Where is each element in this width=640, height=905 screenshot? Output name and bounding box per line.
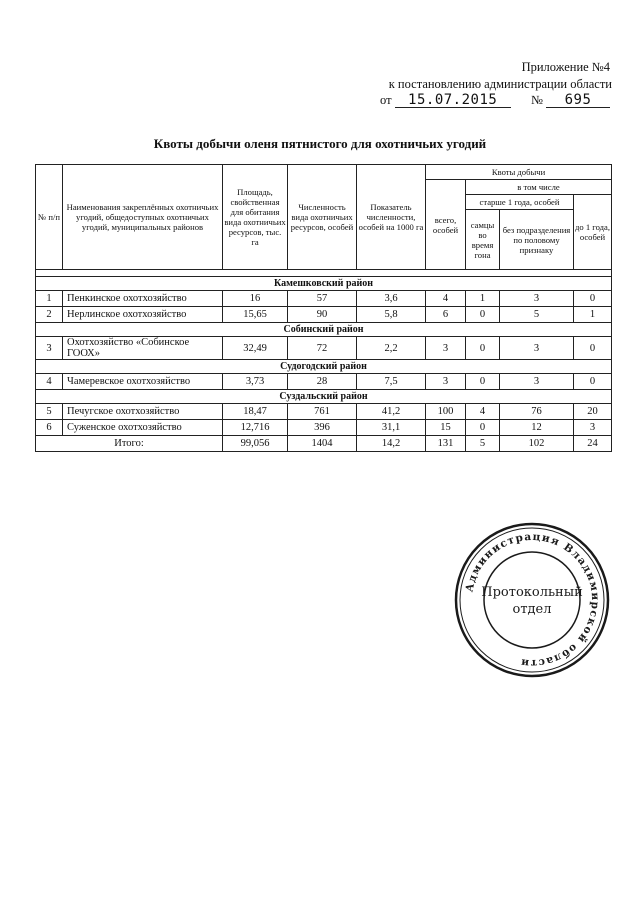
total-population: 1404 xyxy=(288,436,357,452)
row-males: 0 xyxy=(466,420,500,436)
col-under-1y-header: до 1 года, особей xyxy=(574,195,612,270)
row-name: Нерлинское охотхозяйство xyxy=(63,307,223,323)
total-males: 5 xyxy=(466,436,500,452)
quota-table xyxy=(35,164,612,452)
row-area: 18,47 xyxy=(223,404,288,420)
col-num-header: № п/п xyxy=(36,165,63,270)
row-num: 3 xyxy=(36,337,63,360)
district-heading: Камешковский район xyxy=(36,277,612,291)
col-males-header: самцы во время гона xyxy=(466,210,500,270)
row-name: Печугское охотхозяйство xyxy=(63,404,223,420)
row-young: 20 xyxy=(574,404,612,420)
row-population: 90 xyxy=(288,307,357,323)
quota-group-header: Квоты добычи xyxy=(426,165,612,180)
col-density-header: Показатель численности, особей на 1000 га xyxy=(357,165,426,270)
table-row xyxy=(36,420,612,436)
row-name: Пенкинское охотхозяйство xyxy=(63,291,223,307)
row-nosex: 3 xyxy=(500,374,574,390)
stamp-outer-ring-inner xyxy=(460,528,604,672)
total-label: Итого: xyxy=(36,436,223,452)
row-density: 31,1 xyxy=(357,420,426,436)
row-population: 72 xyxy=(288,337,357,360)
resolution-label: к постановлению администрации области xyxy=(388,77,612,91)
row-young: 0 xyxy=(574,374,612,390)
district-heading: Суздальский район xyxy=(36,390,612,404)
stamp-center-line1: Протокольный xyxy=(481,585,583,600)
row-nosex: 3 xyxy=(500,337,574,360)
row-total: 100 xyxy=(426,404,466,420)
older-header: старше 1 года, особей xyxy=(466,195,574,210)
row-nosex: 12 xyxy=(500,420,574,436)
header-spacer-row xyxy=(36,270,612,277)
total-density: 14,2 xyxy=(357,436,426,452)
stamp-inner-ring xyxy=(484,552,580,648)
row-density: 3,6 xyxy=(357,291,426,307)
stamp-center-line2: отдел xyxy=(512,602,552,617)
total-row xyxy=(36,436,612,452)
row-total: 15 xyxy=(426,420,466,436)
row-total: 4 xyxy=(426,291,466,307)
appendix-label: Приложение №4 xyxy=(521,60,610,74)
row-nosex: 5 xyxy=(500,307,574,323)
row-males: 4 xyxy=(466,404,500,420)
row-area: 3,73 xyxy=(223,374,288,390)
col-total-header: всего, особей xyxy=(426,180,466,270)
row-density: 2,2 xyxy=(357,337,426,360)
col-name-header: Наименования закреплённых охотничьих угодий, общедоступных охотничьих угодий, муниципальных районов xyxy=(63,165,223,270)
table-row xyxy=(36,404,612,420)
table-row xyxy=(36,337,612,360)
date-number-line xyxy=(380,93,610,108)
row-nosex: 76 xyxy=(500,404,574,420)
row-males: 0 xyxy=(466,337,500,360)
row-population: 396 xyxy=(288,420,357,436)
row-young: 0 xyxy=(574,337,612,360)
number-prefix: № xyxy=(530,93,543,107)
col-population-header: Численность вида охотничьих ресурсов, особей xyxy=(288,165,357,270)
row-num: 5 xyxy=(36,404,63,420)
total-total: 131 xyxy=(426,436,466,452)
table-header xyxy=(36,165,612,277)
total-nosex: 102 xyxy=(500,436,574,452)
row-name: Суженское охотхозяйство xyxy=(63,420,223,436)
row-total: 3 xyxy=(426,374,466,390)
table-row xyxy=(36,291,612,307)
table-row xyxy=(36,374,612,390)
row-name: Чамеревское охотхозяйство xyxy=(63,374,223,390)
stamp-outer-ring xyxy=(456,524,608,676)
row-density: 7,5 xyxy=(357,374,426,390)
date-prefix: от xyxy=(380,93,392,107)
district-heading: Собинский район xyxy=(36,323,612,337)
row-num: 4 xyxy=(36,374,63,390)
row-males: 0 xyxy=(466,307,500,323)
row-young: 3 xyxy=(574,420,612,436)
row-area: 15,65 xyxy=(223,307,288,323)
including-header: в том числе xyxy=(466,180,612,195)
row-population: 28 xyxy=(288,374,357,390)
stamp-ring-text: Администрация Владимирской области xyxy=(463,530,602,670)
document-title: Квоты добычи оленя пятнистого для охотничьих угодий xyxy=(153,136,487,151)
row-density: 41,2 xyxy=(357,404,426,420)
row-young: 1 xyxy=(574,307,612,323)
row-population: 761 xyxy=(288,404,357,420)
date-value: 15.07.2015 xyxy=(395,93,511,108)
row-num: 1 xyxy=(36,291,63,307)
row-area: 12,716 xyxy=(223,420,288,436)
district-heading: Судогодский район xyxy=(36,360,612,374)
row-total: 3 xyxy=(426,337,466,360)
row-total: 6 xyxy=(426,307,466,323)
row-males: 1 xyxy=(466,291,500,307)
total-young: 24 xyxy=(574,436,612,452)
row-young: 0 xyxy=(574,291,612,307)
row-name: Охотхозяйство «Собинское ГООХ» xyxy=(63,337,223,360)
row-males: 0 xyxy=(466,374,500,390)
row-population: 57 xyxy=(288,291,357,307)
col-area-header: Площадь, свойственная для обитания вида охотничьих ресурсов, тыс. га xyxy=(223,165,288,270)
number-value: 695 xyxy=(546,93,610,108)
row-num: 6 xyxy=(36,420,63,436)
col-nosex-header: без подразделения по половому признаку xyxy=(500,210,574,270)
row-area: 32,49 xyxy=(223,337,288,360)
row-density: 5,8 xyxy=(357,307,426,323)
office-stamp xyxy=(452,520,612,680)
row-nosex: 3 xyxy=(500,291,574,307)
table-row xyxy=(36,307,612,323)
row-area: 16 xyxy=(223,291,288,307)
total-area: 99,056 xyxy=(223,436,288,452)
row-num: 2 xyxy=(36,307,63,323)
